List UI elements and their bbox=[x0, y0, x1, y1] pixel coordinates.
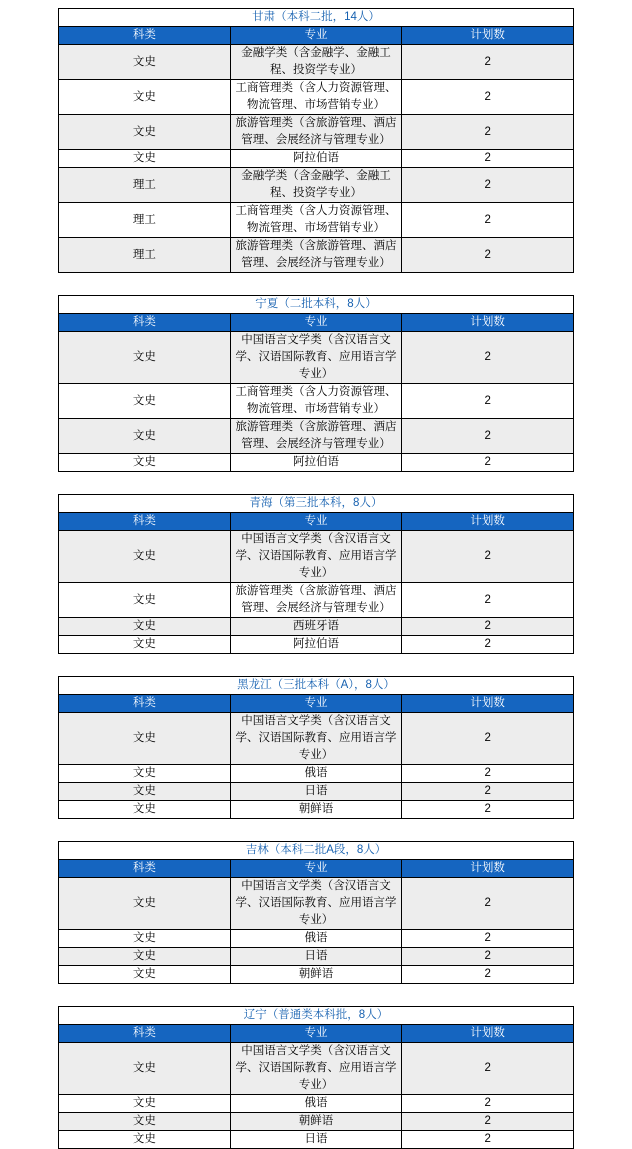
column-header-kelei: 科类 bbox=[59, 860, 231, 878]
cell-major: 金融学类（含金融学、金融工程、投资学专业） bbox=[230, 45, 402, 80]
cell-kelei: 文史 bbox=[59, 332, 231, 384]
cell-plan: 2 bbox=[402, 878, 574, 930]
column-header-kelei: 科类 bbox=[59, 513, 231, 531]
table-row bbox=[59, 1113, 574, 1131]
cell-major: 俄语 bbox=[230, 930, 402, 948]
table-row bbox=[59, 583, 574, 618]
column-header-plan: 计划数 bbox=[402, 513, 574, 531]
column-header-plan: 计划数 bbox=[402, 314, 574, 332]
cell-plan: 2 bbox=[402, 203, 574, 238]
cell-kelei: 文史 bbox=[59, 384, 231, 419]
cell-major: 阿拉伯语 bbox=[230, 454, 402, 472]
table-row bbox=[59, 238, 574, 273]
table-header-row bbox=[59, 513, 574, 531]
cell-kelei: 文史 bbox=[59, 618, 231, 636]
table-row bbox=[59, 531, 574, 583]
column-header-plan: 计划数 bbox=[402, 695, 574, 713]
table-row bbox=[59, 878, 574, 930]
table-row bbox=[59, 80, 574, 115]
cell-kelei: 文史 bbox=[59, 1043, 231, 1095]
column-header-major: 专业 bbox=[230, 513, 402, 531]
column-header-major: 专业 bbox=[230, 695, 402, 713]
table-row bbox=[59, 713, 574, 765]
cell-kelei: 文史 bbox=[59, 1095, 231, 1113]
cell-major: 朝鲜语 bbox=[230, 966, 402, 984]
cell-kelei: 文史 bbox=[59, 765, 231, 783]
column-header-kelei: 科类 bbox=[59, 314, 231, 332]
column-header-major: 专业 bbox=[230, 1025, 402, 1043]
table-row bbox=[59, 783, 574, 801]
table-header-row bbox=[59, 27, 574, 45]
cell-plan: 2 bbox=[402, 801, 574, 819]
cell-kelei: 文史 bbox=[59, 783, 231, 801]
cell-major: 日语 bbox=[230, 948, 402, 966]
cell-plan: 2 bbox=[402, 948, 574, 966]
table-title-row bbox=[59, 296, 574, 314]
table-header-row bbox=[59, 1025, 574, 1043]
cell-kelei: 文史 bbox=[59, 930, 231, 948]
table-row bbox=[59, 203, 574, 238]
table-row bbox=[59, 1131, 574, 1149]
table-row bbox=[59, 1043, 574, 1095]
cell-major: 金融学类（含金融学、金融工程、投资学专业） bbox=[230, 168, 402, 203]
plan-table-block bbox=[58, 8, 574, 273]
table-row bbox=[59, 419, 574, 454]
column-header-plan: 计划数 bbox=[402, 27, 574, 45]
table-row bbox=[59, 332, 574, 384]
column-header-major: 专业 bbox=[230, 27, 402, 45]
cell-kelei: 文史 bbox=[59, 636, 231, 654]
plan-table-block bbox=[58, 295, 574, 472]
table-row bbox=[59, 801, 574, 819]
cell-plan: 2 bbox=[402, 1131, 574, 1149]
cell-plan: 2 bbox=[402, 168, 574, 203]
column-header-plan: 计划数 bbox=[402, 860, 574, 878]
cell-major: 中国语言文学类（含汉语言文学、汉语国际教育、应用语言学专业） bbox=[230, 531, 402, 583]
cell-kelei: 文史 bbox=[59, 713, 231, 765]
cell-kelei: 文史 bbox=[59, 583, 231, 618]
cell-kelei: 文史 bbox=[59, 948, 231, 966]
cell-kelei: 理工 bbox=[59, 238, 231, 273]
table-row bbox=[59, 765, 574, 783]
cell-plan: 2 bbox=[402, 1043, 574, 1095]
table-title-row bbox=[59, 842, 574, 860]
table-row bbox=[59, 618, 574, 636]
cell-plan: 2 bbox=[402, 332, 574, 384]
cell-plan: 2 bbox=[402, 966, 574, 984]
cell-plan: 2 bbox=[402, 636, 574, 654]
plan-table bbox=[58, 494, 574, 654]
plan-table-block bbox=[58, 1006, 574, 1149]
cell-kelei: 文史 bbox=[59, 80, 231, 115]
cell-major: 工商管理类（含人力资源管理、物流管理、市场营销专业） bbox=[230, 203, 402, 238]
cell-plan: 2 bbox=[402, 115, 574, 150]
cell-plan: 2 bbox=[402, 45, 574, 80]
cell-major: 朝鲜语 bbox=[230, 801, 402, 819]
cell-plan: 2 bbox=[402, 150, 574, 168]
cell-plan: 2 bbox=[402, 930, 574, 948]
table-title-row bbox=[59, 9, 574, 27]
table-row bbox=[59, 384, 574, 419]
cell-plan: 2 bbox=[402, 765, 574, 783]
cell-major: 旅游管理类（含旅游管理、酒店管理、会展经济与管理专业） bbox=[230, 419, 402, 454]
table-title: 黑龙江（三批本科（A），8人） bbox=[59, 677, 574, 695]
cell-plan: 2 bbox=[402, 783, 574, 801]
cell-kelei: 文史 bbox=[59, 150, 231, 168]
plan-table bbox=[58, 1006, 574, 1149]
cell-plan: 2 bbox=[402, 419, 574, 454]
plan-table bbox=[58, 676, 574, 819]
cell-major: 俄语 bbox=[230, 1095, 402, 1113]
cell-kelei: 文史 bbox=[59, 801, 231, 819]
table-row bbox=[59, 1095, 574, 1113]
cell-kelei: 文史 bbox=[59, 115, 231, 150]
column-header-kelei: 科类 bbox=[59, 695, 231, 713]
cell-major: 阿拉伯语 bbox=[230, 150, 402, 168]
column-header-major: 专业 bbox=[230, 860, 402, 878]
table-row bbox=[59, 454, 574, 472]
cell-kelei: 理工 bbox=[59, 168, 231, 203]
cell-major: 中国语言文学类（含汉语言文学、汉语国际教育、应用语言学专业） bbox=[230, 332, 402, 384]
table-title: 甘肃（本科二批，14人） bbox=[59, 9, 574, 27]
plan-table bbox=[58, 295, 574, 472]
table-header-row bbox=[59, 860, 574, 878]
cell-plan: 2 bbox=[402, 384, 574, 419]
cell-major: 中国语言文学类（含汉语言文学、汉语国际教育、应用语言学专业） bbox=[230, 1043, 402, 1095]
cell-major: 阿拉伯语 bbox=[230, 636, 402, 654]
cell-plan: 2 bbox=[402, 1095, 574, 1113]
cell-major: 中国语言文学类（含汉语言文学、汉语国际教育、应用语言学专业） bbox=[230, 713, 402, 765]
table-header-row bbox=[59, 695, 574, 713]
table-row bbox=[59, 45, 574, 80]
table-row bbox=[59, 115, 574, 150]
cell-plan: 2 bbox=[402, 531, 574, 583]
cell-kelei: 文史 bbox=[59, 531, 231, 583]
table-title: 青海（第三批本科，8人） bbox=[59, 495, 574, 513]
plan-table-block bbox=[58, 494, 574, 654]
cell-kelei: 文史 bbox=[59, 1131, 231, 1149]
cell-major: 西班牙语 bbox=[230, 618, 402, 636]
plan-table-block bbox=[58, 676, 574, 819]
cell-major: 工商管理类（含人力资源管理、物流管理、市场营销专业） bbox=[230, 384, 402, 419]
cell-major: 中国语言文学类（含汉语言文学、汉语国际教育、应用语言学专业） bbox=[230, 878, 402, 930]
cell-plan: 2 bbox=[402, 618, 574, 636]
cell-major: 工商管理类（含人力资源管理、物流管理、市场营销专业） bbox=[230, 80, 402, 115]
tables-container bbox=[0, 8, 632, 1149]
plan-table bbox=[58, 8, 574, 273]
table-title: 吉林（本科二批A段，8人） bbox=[59, 842, 574, 860]
table-row bbox=[59, 636, 574, 654]
cell-plan: 2 bbox=[402, 80, 574, 115]
cell-plan: 2 bbox=[402, 454, 574, 472]
cell-plan: 2 bbox=[402, 1113, 574, 1131]
cell-kelei: 文史 bbox=[59, 45, 231, 80]
column-header-major: 专业 bbox=[230, 314, 402, 332]
table-row bbox=[59, 150, 574, 168]
cell-kelei: 文史 bbox=[59, 878, 231, 930]
table-title-row bbox=[59, 1007, 574, 1025]
cell-major: 日语 bbox=[230, 783, 402, 801]
cell-plan: 2 bbox=[402, 238, 574, 273]
cell-kelei: 文史 bbox=[59, 454, 231, 472]
cell-kelei: 文史 bbox=[59, 1113, 231, 1131]
table-row bbox=[59, 930, 574, 948]
cell-major: 旅游管理类（含旅游管理、酒店管理、会展经济与管理专业） bbox=[230, 238, 402, 273]
cell-plan: 2 bbox=[402, 583, 574, 618]
cell-major: 朝鲜语 bbox=[230, 1113, 402, 1131]
table-header-row bbox=[59, 314, 574, 332]
table-title-row bbox=[59, 495, 574, 513]
cell-major: 俄语 bbox=[230, 765, 402, 783]
table-row bbox=[59, 168, 574, 203]
cell-major: 旅游管理类（含旅游管理、酒店管理、会展经济与管理专业） bbox=[230, 583, 402, 618]
cell-major: 旅游管理类（含旅游管理、酒店管理、会展经济与管理专业） bbox=[230, 115, 402, 150]
cell-kelei: 文史 bbox=[59, 966, 231, 984]
column-header-kelei: 科类 bbox=[59, 1025, 231, 1043]
table-title: 宁夏（二批本科，8人） bbox=[59, 296, 574, 314]
column-header-plan: 计划数 bbox=[402, 1025, 574, 1043]
table-title: 辽宁（普通类本科批，8人） bbox=[59, 1007, 574, 1025]
table-title-row bbox=[59, 677, 574, 695]
table-row bbox=[59, 966, 574, 984]
column-header-kelei: 科类 bbox=[59, 27, 231, 45]
cell-plan: 2 bbox=[402, 713, 574, 765]
cell-major: 日语 bbox=[230, 1131, 402, 1149]
cell-kelei: 文史 bbox=[59, 419, 231, 454]
cell-kelei: 理工 bbox=[59, 203, 231, 238]
